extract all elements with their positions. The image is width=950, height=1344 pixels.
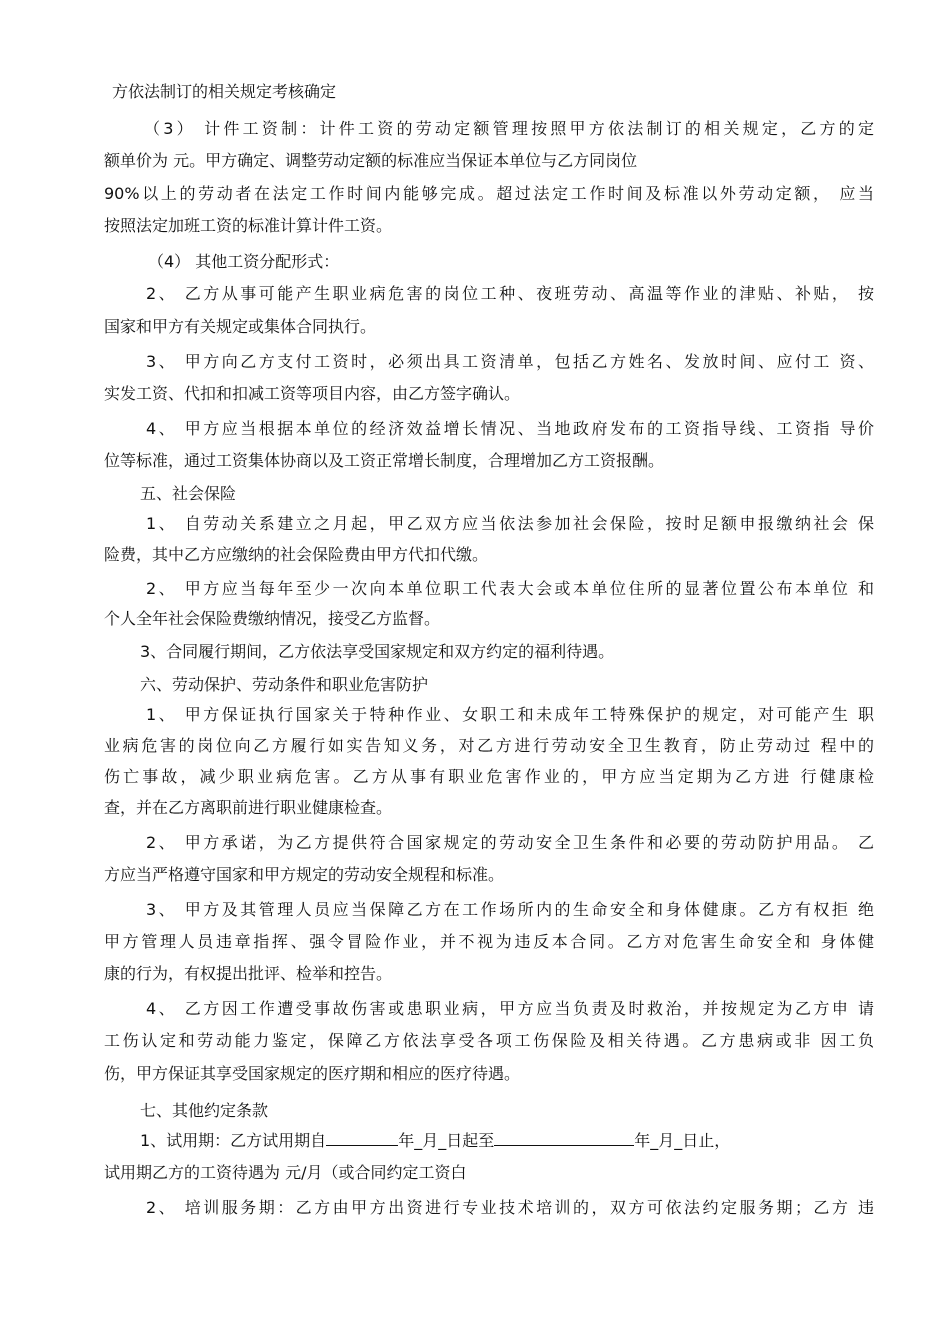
section-heading: 六、劳动保护、劳动条件和职业危害防护 <box>140 675 429 694</box>
text-line: 查，并在乙方离职前进行职业健康检查。 <box>104 798 393 817</box>
text-line: 险费，其中乙方应缴纳的社会保险费由甲方代扣代缴。 <box>104 545 489 564</box>
trial-salary-line: 试用期乙方的工资待遇为 元/月（或合同约定工资白 <box>104 1163 467 1182</box>
text-line: 3、 甲方向乙方支付工资时，必须出具工资清单，包括乙方姓名、发放时间、应付工 资、 <box>146 352 874 371</box>
blank-line[interactable] <box>494 1129 634 1146</box>
text-line: 位等标准，通过工资集体协商以及工资正常增长制度，合理增加乙方工资报酬。 <box>104 451 665 470</box>
text-line: 方应当严格遵守国家和甲方规定的劳动安全规程和标准。 <box>104 865 505 884</box>
text-line: 康的行为，有权提出批评、检举和控告。 <box>104 964 393 983</box>
text-line: 按照法定加班工资的标准计算计件工资。 <box>104 216 393 235</box>
section-heading: 七、其他约定条款 <box>140 1101 269 1120</box>
text-line: 3、 甲方及其管理人员应当保障乙方在工作场所内的生命安全和身体健康。乙方有权拒 绝 <box>146 900 874 919</box>
text-line: 4、 乙方因工作遭受事故伤害或患职业病，甲方应当负责及时救治，并按规定为乙方申 请 <box>146 999 874 1018</box>
text-line: 甲方管理人员违章指挥、强令冒险作业，并不视为违反本合同。乙方对危害生命安全和 身体健 <box>104 932 874 951</box>
text-line: 方依法制订的相关规定考核确定 <box>112 82 337 101</box>
blank-line[interactable] <box>326 1129 398 1146</box>
text-line: 伤亡事故，减少职业病危害。乙方从事有职业危害作业的，甲方应当定期为乙方进 行健康检 <box>104 767 874 786</box>
text-line: 4、 甲方应当根据本单位的经济效益增长情况、当地政府发布的工资指导线、工资指 导价 <box>146 419 874 438</box>
text-line: 业病危害的岗位向乙方履行如实告知义务，对乙方进行劳动安全卫生教育，防止劳动过 程中的 <box>104 736 874 755</box>
text-line: 2、 乙方从事可能产生职业病危害的岗位工种、夜班劳动、高温等作业的津贴、补贴， 按 <box>146 284 874 303</box>
text-line: 2、 甲方承诺，为乙方提供符合国家规定的劳动安全卫生条件和必要的劳动防护用品。 乙 <box>146 833 874 852</box>
trial-text-mid: 年_月_日起至 <box>398 1131 495 1150</box>
trial-text-start: 1、试用期：乙方试用期自 <box>140 1131 327 1150</box>
text-line: 2、 甲方应当每年至少一次向本单位职工代表大会或本单位住所的显著位置公布本单位 和 <box>146 579 874 598</box>
section-heading: 五、社会保险 <box>140 484 237 503</box>
text-line: 额单价为 元。甲方确定、调整劳动定额的标准应当保证本单位与乙方同岗位 <box>104 151 638 170</box>
text-line: 实发工资、代扣和扣减工资等项目内容，由乙方签字确认。 <box>104 384 521 403</box>
text-line: 2、 培训服务期：乙方由甲方出资进行专业技术培训的，双方可依法约定服务期；乙方 违 <box>146 1198 874 1217</box>
text-line: 个人全年社会保险费缴纳情况，接受乙方监督。 <box>104 609 441 628</box>
text-line: 工伤认定和劳动能力鉴定，保障乙方依法享受各项工伤保险及相关待遇。乙方患病或非 因工负 <box>104 1031 874 1050</box>
trial-period-line <box>140 1129 874 1153</box>
text-line: 1、 自劳动关系建立之月起，甲乙双方应当依法参加社会保险，按时足额申报缴纳社会 保 <box>146 514 874 533</box>
text-line: 1、 甲方保证执行国家关于特种作业、女职工和未成年工特殊保护的规定，对可能产生 职 <box>146 705 874 724</box>
text-line: （3） 计件工资制：计件工资的劳动定额管理按照甲方依法制订的相关规定，乙方的定 <box>144 119 874 138</box>
text-line: （4） 其他工资分配形式： <box>148 252 340 271</box>
text-line: 90%以上的劳动者在法定工作时间内能够完成。超过法定工作时间及标准以外劳动定额， 应当 <box>104 184 874 203</box>
text-line: 3、合同履行期间，乙方依法享受国家规定和双方约定的福利待遇。 <box>140 642 615 661</box>
text-line: 国家和甲方有关规定或集体合同执行。 <box>104 317 377 336</box>
trial-text-end: 年_月_日止， <box>634 1131 731 1150</box>
text-line: 伤，甲方保证其享受国家规定的医疗期和相应的医疗待遇。 <box>104 1064 521 1083</box>
